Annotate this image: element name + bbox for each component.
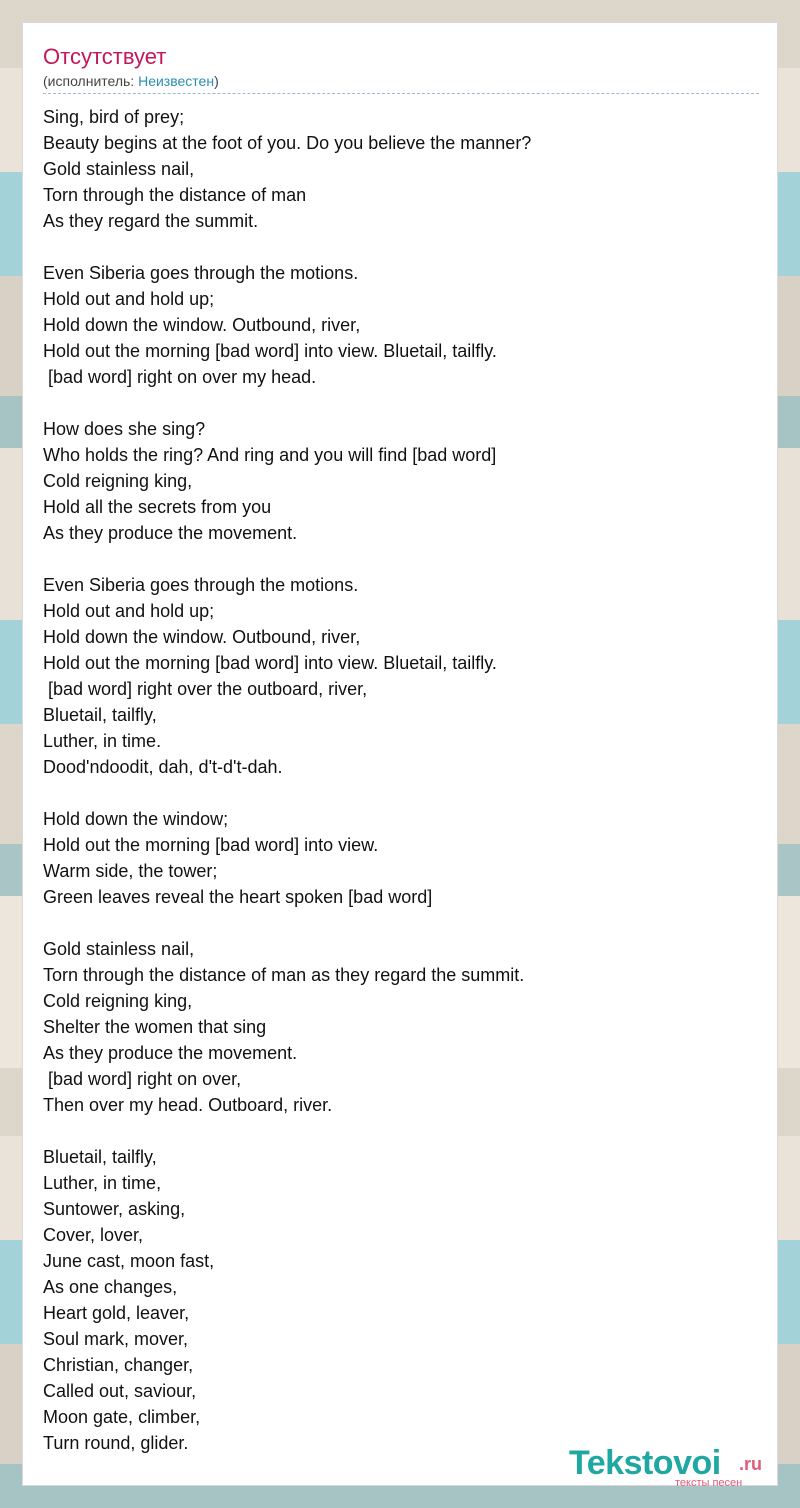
lyrics-line: Torn through the distance of man as they regard the summit. (43, 965, 525, 985)
lyrics-line: Who holds the ring? And ring and you will find [bad word] (43, 445, 497, 465)
lyrics-line: Even Siberia goes through the motions. (43, 575, 359, 595)
lyrics-line: Gold stainless nail, (43, 159, 195, 179)
logo-wordmark: Tekstovoi (569, 1444, 721, 1482)
lyrics-line: Hold out and hold up; (43, 289, 215, 309)
lyrics-line: Cover, lover, (43, 1225, 144, 1245)
lyrics-line: As they produce the movement. (43, 1043, 298, 1063)
lyrics-line: Christian, changer, (43, 1355, 194, 1375)
lyrics-line: [bad word] right on over my head. (43, 367, 317, 387)
artist-prefix: (исполнитель: (43, 73, 139, 89)
lyrics-blank-line (43, 234, 759, 260)
lyrics-line: Hold out and hold up; (43, 601, 215, 621)
lyrics-line: Bluetail, tailfly, (43, 705, 157, 725)
song-header (43, 43, 759, 94)
lyrics-line: Bluetail, tailfly, (43, 1147, 157, 1167)
lyrics-line: Suntower, asking, (43, 1199, 186, 1219)
lyrics-blank-line (43, 546, 759, 572)
lyrics-line: Heart gold, leaver, (43, 1303, 190, 1323)
lyrics-line: Shelter the women that sing (43, 1017, 267, 1037)
lyrics-text (43, 104, 759, 1456)
lyrics-line: Hold out the morning [bad word] into view. Bluetail, tailfly. (43, 653, 497, 673)
artist-suffix: ) (214, 73, 219, 89)
lyrics-line: Hold down the window. Outbound, river, (43, 315, 361, 335)
lyrics-line: [bad word] right over the outboard, river, (43, 679, 368, 699)
lyrics-card (22, 22, 778, 1489)
lyrics-line: Cold reigning king, (43, 471, 193, 491)
lyrics-line: As they produce the movement. (43, 523, 298, 543)
lyrics-line: Even Siberia goes through the motions. (43, 263, 359, 283)
logo-tagline: тексты песен (675, 1477, 743, 1489)
lyrics-line: Hold down the window. Outbound, river, (43, 627, 361, 647)
lyrics-blank-line (43, 1118, 759, 1144)
lyrics-line: Beauty begins at the foot of you. Do you believe the manner? (43, 133, 532, 153)
lyrics-line: Soul mark, mover, (43, 1329, 189, 1349)
lyrics-line: Gold stainless nail, (43, 939, 195, 959)
lyrics-line: June cast, moon fast, (43, 1251, 215, 1271)
site-logo[interactable] (569, 1443, 779, 1487)
logo-tld: .ru (739, 1454, 763, 1474)
lyrics-blank-line (43, 780, 759, 806)
lyrics-line: Hold out the morning [bad word] into view. Bluetail, tailfly. (43, 341, 497, 361)
lyrics-line: Luther, in time. (43, 731, 162, 751)
lyrics-line: Green leaves reveal the heart spoken [bad word] (43, 887, 433, 907)
lyrics-line: Luther, in time, (43, 1173, 162, 1193)
lyrics-line: Warm side, the tower; (43, 861, 218, 881)
artist-link[interactable]: Неизвестен (138, 73, 215, 89)
lyrics-line: Sing, bird of prey; (43, 107, 185, 127)
lyrics-line: How does she sing? (43, 419, 206, 439)
lyrics-line: As one changes, (43, 1277, 178, 1297)
lyrics-line: Moon gate, climber, (43, 1407, 201, 1427)
lyrics-blank-line (43, 910, 759, 936)
lyrics-line: Hold all the secrets from you (43, 497, 272, 517)
lyrics-blank-line (43, 390, 759, 416)
artist-line (43, 72, 759, 94)
lyrics-line: As they regard the summit. (43, 211, 259, 231)
song-title: Отсутствует (43, 44, 167, 69)
lyrics-line: Turn round, glider. (43, 1433, 189, 1453)
lyrics-line: Torn through the distance of man (43, 185, 307, 205)
lyrics-line: Called out, saviour, (43, 1381, 197, 1401)
lyrics-line: Hold down the window; (43, 809, 229, 829)
lyrics-line: Then over my head. Outboard, river. (43, 1095, 333, 1115)
lyrics-line: [bad word] right on over, (43, 1069, 242, 1089)
lyrics-line: Hold out the morning [bad word] into view. (43, 835, 379, 855)
lyrics-line: Dood'ndoodit, dah, d't-d't-dah. (43, 757, 283, 777)
lyrics-line: Cold reigning king, (43, 991, 193, 1011)
